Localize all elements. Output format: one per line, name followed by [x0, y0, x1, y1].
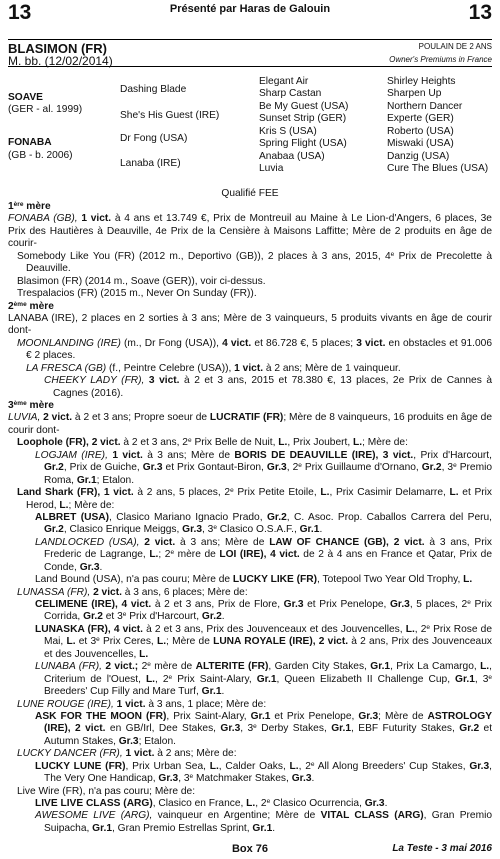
family-entry: LOGJAM (IRE), 1 vict. à 3 ans; Mère de BORIS DE DEAUVILLE (IRE), 3 vict., Prix d'Harcourt, Gr.2, Prix de Guiche, Gr.3 et Prix Gontaut-Biron, Gr.3, 2e Prix Guillaume d'Ornano, Gr.2, 3e Premio Roma, Gr.1; Etalon. [35, 449, 493, 486]
dam-info: (GB - b. 2006) [8, 150, 73, 161]
pedigree-table [8, 70, 492, 175]
gen4-item: Cure The Blues (USA) [387, 163, 489, 174]
gen3-item: Anabaa (USA) [259, 151, 325, 162]
sire-info: (GER - al. 1999) [8, 104, 83, 115]
section-heading: 3ème mère [8, 400, 54, 411]
family-entry: CELIMENE (IRE), 4 vict. à 2 et 3 ans, Prix de Flore, Gr.3 et Prix Penelope, Gr.3, 5 places, 2e Prix Corrida, Gr.2 et 3e Prix d'Harcourt, Gr.2. [35, 599, 493, 623]
dam-name: FONABA [8, 137, 52, 148]
family-entry: Live Wire (FR), n'a pas couru; Mère de: [17, 785, 196, 797]
family-entry: Trespalacios (FR) (2015 m., Never On Sunday (FR)). [17, 288, 257, 300]
family-entry: LUNE ROUGE (IRE), 1 vict. à 3 ans, 1 place; Mère de: [17, 698, 267, 710]
family-entry: LUNASKA (FR), 4 vict. à 2 et 3 ans, Prix des Jouvenceaux et des Jouvencelles, L., 2e Prix Rose de Mai, L. et 3e Prix Ceres, L.; Mère de LUNA ROYALE (IRE), 2 vict. à 2 ans, Prix des Jouvenceaux et des Jouvencelles, L. [35, 623, 492, 660]
family-entry: LA FRESCA (GB) (f., Peintre Celebre (USA)), 1 vict. à 2 ans; Mère de 1 vainqueur. [26, 362, 401, 374]
gen4-item: Danzig (USA) [387, 151, 450, 162]
gen3-item: Luvia [259, 163, 284, 174]
owner-premiums: Owner's Premiums in France [389, 55, 492, 64]
family-entry: LANDLOCKED (USA), 2 vict. à 3 ans; Mère de LAW OF CHANCE (GB), 2 vict. à 3 ans, Prix Frederic de Lagrange, L.; 2e mère de LOI (IRE), 4 vict. de 2 à 4 ans en France et Qatar, Prix de Conde, Gr.3. [35, 536, 492, 573]
pedigree-notes [8, 201, 492, 835]
gen3-item: Elegant Air [259, 76, 309, 87]
family-entry: Loophole (FR), 2 vict. à 2 et 3 ans, 2e Prix Belle de Nuit, L., Prix Joubert, L.; Mère de: [17, 437, 408, 449]
family-entry: Land Bound (USA), n'a pas couru; Mère de LUCKY LIKE (FR), Totepool Two Year Old Trophy, L. [35, 574, 473, 586]
gen4-item: Roberto (USA) [387, 126, 454, 137]
box-number: Box 76 [231, 843, 269, 855]
gen3-item: Sharp Castan [259, 88, 322, 99]
sale-info: La Teste - 3 mai 2016 [392, 843, 492, 854]
family-entry: Land Shark (FR), 1 vict. à 2 ans, 5 places, 2e Prix Petite Etoile, L., Prix Casimir Delamarre, L. et Prix Herod, L.; Mère de: [17, 487, 493, 511]
gen4-item: Sharpen Up [387, 88, 442, 99]
sire-name: SOAVE [8, 92, 43, 103]
gen3-item: Sunset Strip (GER) [259, 113, 347, 124]
qualification: Qualifié FEE [221, 188, 279, 199]
gen4-item: Miswaki (USA) [387, 138, 454, 149]
sex-age: POULAIN DE 2 ANS [418, 42, 492, 51]
family-entry: AWESOME LIVE (ARG), vainqueur en Argentine; Mère de VITAL CLASS (ARG), Gran Premio Suipacha, Gr.1, Gran Premio Estrellas Sprint, Gr.1. [35, 810, 492, 834]
family-entry: LUCKY LUNE (FR), Prix Urban Sea, L., Calder Oaks, L., 2e All Along Breeders' Cup Stakes, Gr.3, The Very One Handicap, Gr.3, 3e Matchmaker Stakes, Gr.3. [35, 760, 493, 785]
horse-name: BLASIMON (FR) [8, 41, 107, 56]
family-entry: LUNABA (FR), 2 vict.; 2e mère de ALTERITE (FR), Garden City Stakes, Gr.1, Prix La Camargo, L., Criterium de l'Ouest, L., 2e Prix Saint-Alary, Gr.1, Queen Elizabeth II Challenge Cup, Gr.1, 3e Breeders' Cup Filly and Mare Turf, Gr.1. [35, 661, 493, 698]
lot-number-right: 13 [468, 1, 492, 24]
family-entry: ALBRET (USA), Clasico Mariano Ignacio Prado, Gr.2, C. Asoc. Prop. Caballos Carrera del Peru, Gr.2, Clasico Enrique Meiggs, Gr.3, 3e Clasico O.S.A.F., Gr.1. [35, 511, 493, 536]
family-entry: LUCKY DANCER (FR), 1 vict. à 2 ans; Mère de: [17, 748, 237, 760]
family-entry: LANABA (IRE), 2 places en 2 sorties à 3 ans; Mère de 3 vainqueurs, 5 produits vivants en âge de courir dont- [8, 312, 492, 337]
presenter: Présenté par Haras de Galouin [169, 3, 331, 15]
family-entry: Blasimon (FR) (2014 m., Soave (GER)), voir ci-dessus. [17, 275, 266, 287]
family-entry: CHEEKY LADY (FR), 3 vict. à 2 et 3 ans, 2015 et 78.380 €, 13 places, 2e Prix de Cannes à Cagnes (2016). [44, 375, 492, 399]
family-entry: ASK FOR THE MOON (FR), Prix Saint-Alary, Gr.1 et Prix Penelope, Gr.3; Mère de ASTROLOGY (IRE), 2 vict. en GB/Irl, Dee Stakes, Gr.3, 3e Derby Stakes, Gr.1, EBF Futurity Stakes, Gr.2 et Autumn Stakes, Gr.3; Etalon. [35, 710, 493, 747]
gen3-item: Spring Flight (USA) [259, 138, 347, 149]
gen2-item: Dashing Blade [120, 84, 187, 95]
gen2-item: She's His Guest (IRE) [120, 110, 220, 121]
family-entry: MOONLANDING (IRE) (m., Dr Fong (USA)), 4 vict. et 86.728 €, 5 places; 3 vict. en obstacles et 91.006 € 2 places. [17, 337, 492, 362]
gen3-item: Kris S (USA) [259, 126, 317, 137]
family-entry: LIVE LIVE CLASS (ARG), Clasico en France, L., 2e Clasico Ocurrencia, Gr.3. [35, 798, 388, 809]
horse-header [8, 39, 492, 67]
gen2-item: Dr Fong (USA) [120, 133, 188, 144]
lot-number-left: 13 [8, 1, 32, 24]
gen4-item: Northern Dancer [387, 101, 463, 112]
gen3-item: Be My Guest (USA) [259, 101, 349, 112]
section-heading: 1ère mère [8, 201, 51, 212]
family-entry: LUNASSA (FR), 2 vict. à 3 ans, 6 places; Mère de: [17, 586, 248, 598]
family-entry: Somebody Like You (FR) (2012 m., Deportivo (GB)), 2 places à 3 ans, 2015, 4e Prix de Precolette à Deauville. [17, 250, 492, 275]
page-footer [8, 843, 492, 857]
gen4-item: Shirley Heights [387, 76, 456, 87]
horse-birth-info: M. bb. (12/02/2014) [8, 54, 113, 68]
gen4-item: Experte (GER) [387, 113, 454, 124]
section-heading: 2ème mère [8, 300, 54, 312]
gen2-item: Lanaba (IRE) [120, 158, 181, 169]
family-entry: FONABA (GB), 1 vict. à 4 ans et 13.749 €, Prix de Montreuil au Maine à Le Lion-d'Angers, 6 places, 3e Prix des Hautières à Deauville, 4e Prix de la Censière à Maisons Laffitte; Mère de 2 produits en âge de courir- [8, 213, 492, 250]
family-entry: LUVIA, 2 vict. à 2 et 3 ans; Propre soeur de LUCRATIF (FR); Mère de 8 vainqueurs, 16 produits en âge de courir dont- [8, 412, 492, 436]
